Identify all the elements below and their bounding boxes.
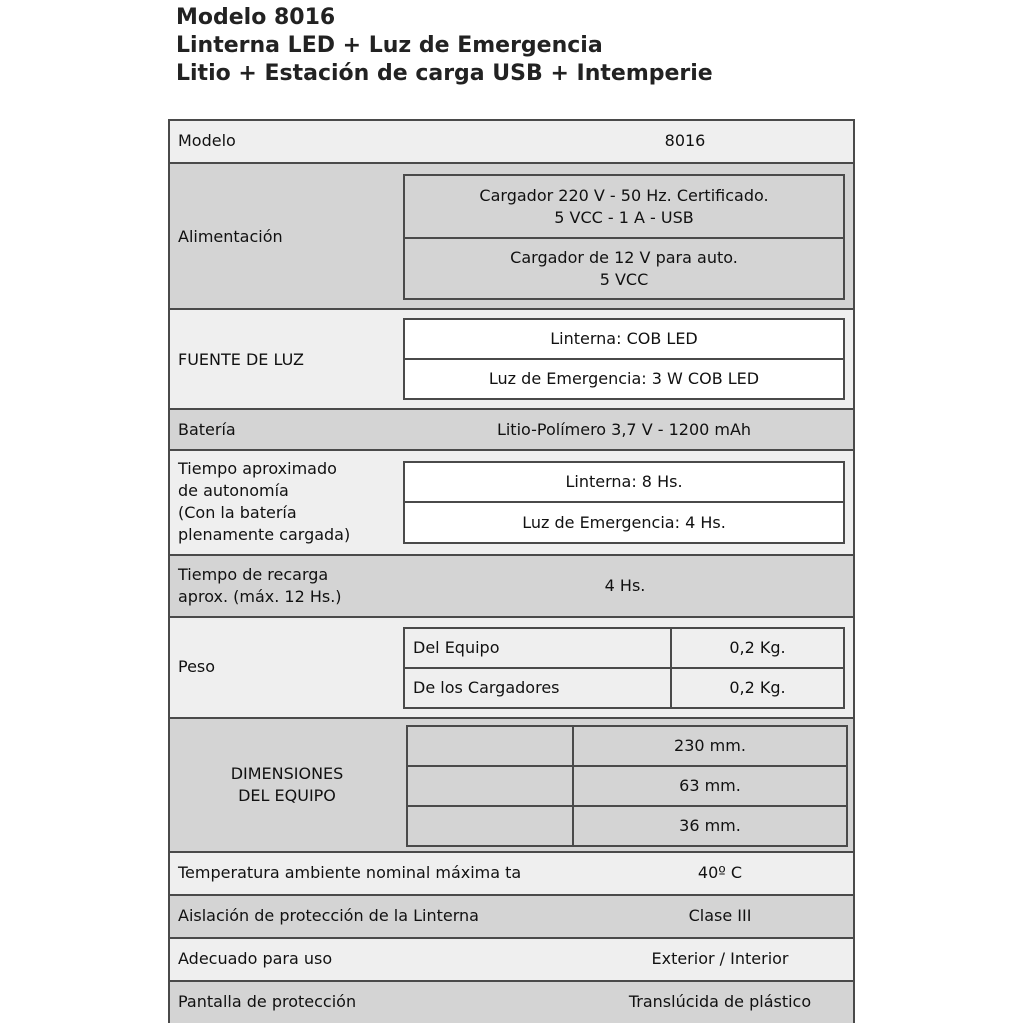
- dimensiones-label-line1: DIMENSIONES: [230, 764, 344, 783]
- autonomia-label-line4: plenamente cargada): [178, 525, 351, 544]
- dimension-largo-value: 230 mm.: [674, 736, 746, 755]
- row-fuente-de-luz: [170, 310, 853, 410]
- uso-label: Adecuado para uso: [178, 949, 333, 968]
- autonomia-box: [403, 461, 845, 544]
- modelo-label: Modelo: [178, 131, 236, 150]
- modelo-value: 8016: [664, 131, 706, 150]
- autonomia-emergencia: Luz de Emergencia: 4 Hs.: [522, 512, 726, 532]
- fuente-box: [403, 318, 845, 400]
- dimension-largo-label: [408, 727, 572, 765]
- divider: [572, 727, 574, 845]
- recarga-value: 4 Hs.: [604, 576, 646, 595]
- bateria-value: Litio-Polímero 3,7 V - 1200 mAh: [496, 420, 752, 439]
- dimensiones-box: [406, 725, 848, 847]
- row-bateria: [170, 410, 853, 451]
- charger-220v-line2: 5 VCC - 1 A - USB: [554, 207, 694, 227]
- spec-table: [168, 119, 855, 1023]
- fuente-label: FUENTE DE LUZ: [178, 350, 304, 369]
- aislacion-label: Aislación de protección de la Linterna: [178, 906, 479, 925]
- recarga-label: [178, 564, 342, 608]
- peso-equipo-value: 0,2 Kg.: [729, 638, 786, 657]
- page-title: [176, 4, 713, 88]
- bateria-label: Batería: [178, 420, 236, 439]
- charger-12v: [405, 239, 843, 298]
- peso-equipo-label: Del Equipo: [413, 638, 500, 657]
- alimentacion-label: Alimentación: [178, 227, 283, 246]
- autonomia-label-line2: de autonomía: [178, 481, 289, 500]
- row-autonomia: [170, 451, 853, 556]
- autonomia-linterna: Linterna: 8 Hs.: [565, 472, 683, 491]
- row-alimentacion: [170, 164, 853, 310]
- recarga-label-line2: aprox. (máx. 12 Hs.): [178, 587, 342, 606]
- fuente-linterna: Linterna: COB LED: [550, 329, 698, 348]
- peso-box: [403, 627, 845, 709]
- dimensiones-label: [170, 719, 404, 851]
- row-uso: [170, 939, 853, 982]
- dimension-ancho-label: [408, 767, 572, 805]
- dimension-alto-label: [408, 807, 572, 845]
- peso-label: Peso: [178, 657, 216, 676]
- title-line-features: Litio + Estación de carga USB + Intemperie: [176, 61, 713, 86]
- charger-12v-line2: 5 VCC: [599, 269, 649, 289]
- row-pantalla: [170, 982, 853, 1023]
- dimension-ancho-value: 63 mm.: [679, 776, 741, 795]
- temperatura-label: Temperatura ambiente nominal máxima ta: [178, 863, 522, 882]
- row-aislacion: [170, 896, 853, 939]
- recarga-label-line1: Tiempo de recarga: [178, 565, 329, 584]
- row-temperatura: [170, 853, 853, 896]
- aislacion-value: Clase III: [688, 906, 752, 925]
- temperatura-value: 40º C: [697, 863, 743, 882]
- peso-cargadores-value: 0,2 Kg.: [729, 678, 786, 697]
- row-modelo: [170, 121, 853, 164]
- row-dimensiones: [170, 719, 853, 853]
- fuente-emergencia: Luz de Emergencia: 3 W COB LED: [488, 369, 760, 388]
- dimension-alto-value: 36 mm.: [679, 816, 741, 835]
- pantalla-label: Pantalla de protección: [178, 992, 357, 1011]
- peso-cargadores-label: De los Cargadores: [413, 678, 560, 697]
- pantalla-value: Translúcida de plástico: [628, 992, 812, 1011]
- title-line-model: Modelo 8016: [176, 5, 336, 30]
- alimentacion-box: [403, 174, 845, 300]
- row-peso: [170, 618, 853, 719]
- autonomia-label-line1: Tiempo aproximado: [178, 459, 337, 478]
- dimensiones-label-line2: DEL EQUIPO: [238, 786, 336, 805]
- charger-220v-line1: Cargador 220 V - 50 Hz. Certificado.: [479, 185, 769, 205]
- divider: [670, 629, 672, 707]
- uso-value: Exterior / Interior: [651, 949, 789, 968]
- autonomia-label-line3: (Con la batería: [178, 503, 297, 522]
- autonomia-label: [178, 458, 350, 546]
- title-line-product: Linterna LED + Luz de Emergencia: [176, 33, 603, 58]
- charger-220v: [405, 176, 843, 237]
- row-recarga: [170, 556, 853, 618]
- charger-12v-line1: Cargador de 12 V para auto.: [510, 247, 738, 267]
